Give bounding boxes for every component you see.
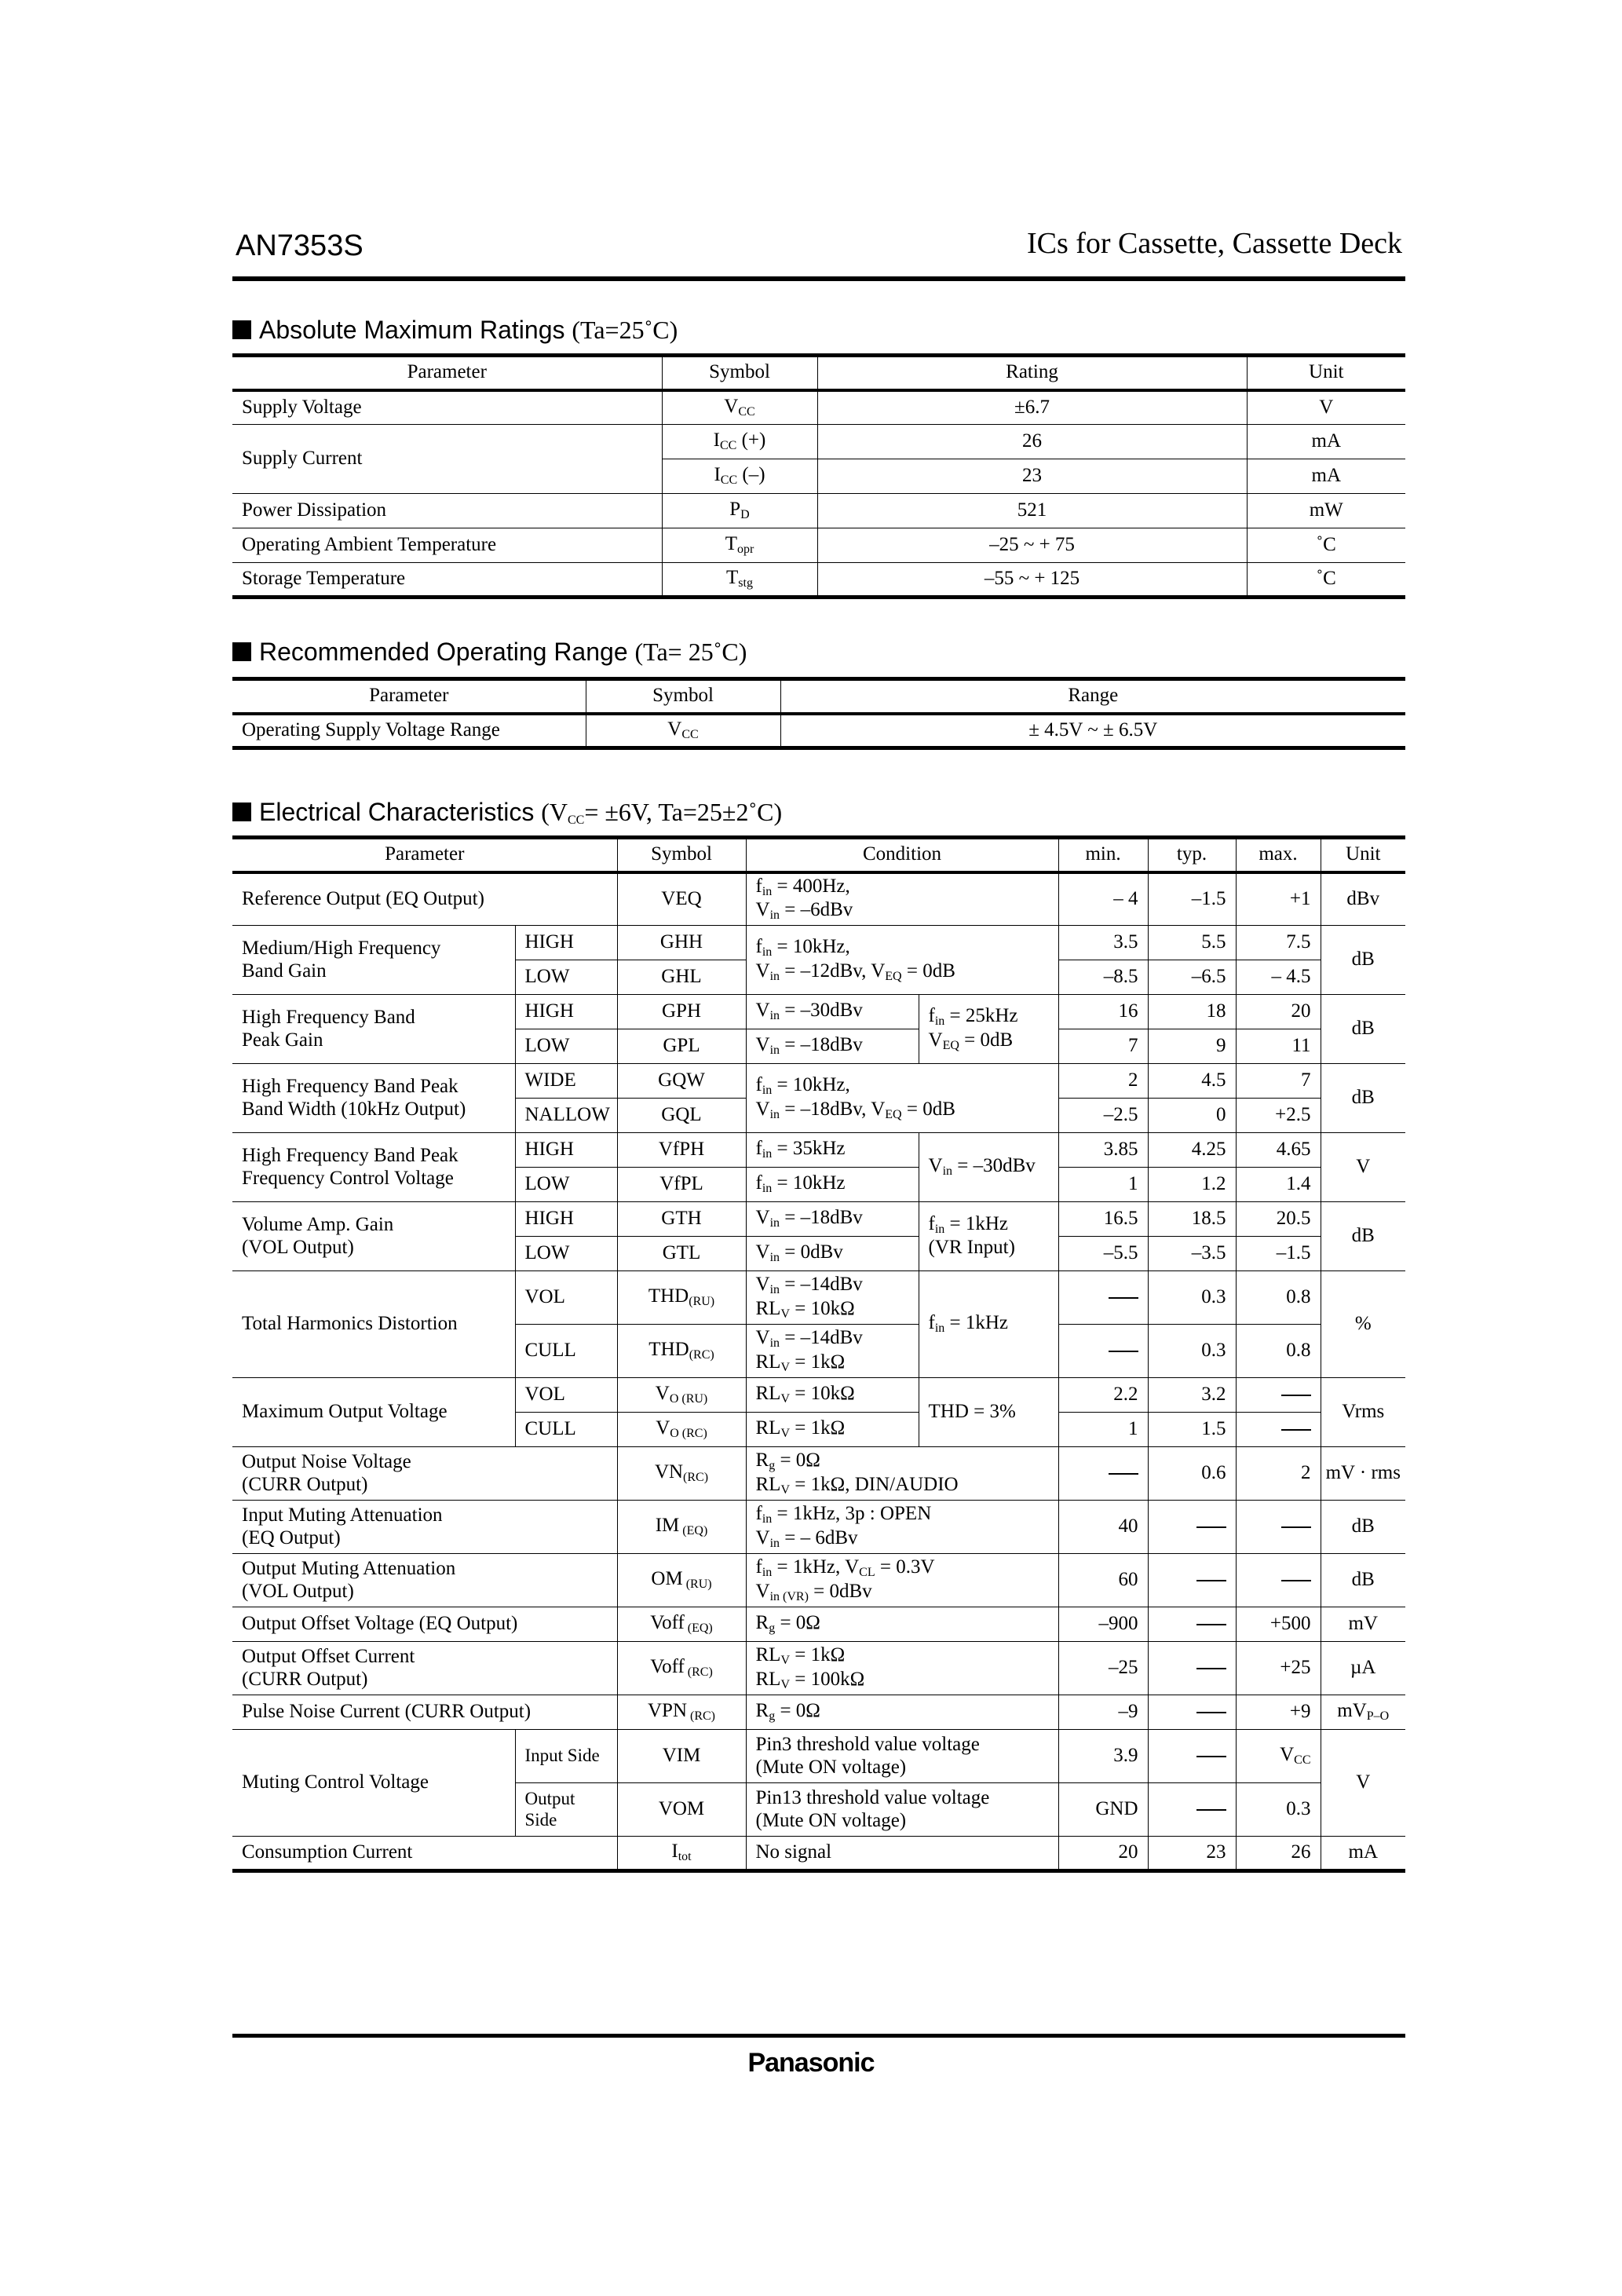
- table-cell: 521: [817, 494, 1247, 528]
- table-row: [232, 995, 1405, 1029]
- table-cell: [1148, 1554, 1236, 1607]
- column-header: Parameter: [232, 356, 662, 390]
- table-cell: 26: [817, 425, 1247, 459]
- table-cell: +9: [1236, 1695, 1321, 1730]
- table-row: [232, 1607, 1405, 1642]
- table-cell: Pin13 threshold value voltage (Mute ON voltage): [746, 1783, 1058, 1837]
- table-row: [232, 1730, 1405, 1783]
- table-cell: $f_{in} = 1kHz$, 3p : OPEN $V_{in}$ = – 6dBv: [746, 1501, 1058, 1554]
- table-row: [232, 390, 1405, 425]
- table-cell: VOM: [617, 1783, 746, 1837]
- table-cell: mW: [1247, 494, 1405, 528]
- table-cell: GHH: [617, 926, 746, 960]
- table-cell: 2: [1236, 1447, 1321, 1501]
- table-cell: VEQ: [617, 872, 746, 926]
- table-cell: [1148, 1501, 1236, 1554]
- table-cell: Output Side: [515, 1783, 617, 1837]
- table-row: [232, 714, 1405, 748]
- table-cell: %: [1321, 1271, 1405, 1378]
- table-cell: Voff $_{(RC)}$: [617, 1642, 746, 1695]
- table-row: [232, 425, 1405, 459]
- table-cell: VOL: [515, 1378, 617, 1413]
- table-cell: Supply Voltage: [232, 390, 662, 425]
- table-cell: 0.8: [1236, 1271, 1321, 1325]
- table-cell: [1148, 1783, 1236, 1837]
- table-cell: 20: [1058, 1837, 1148, 1871]
- table-cell: 20: [1236, 995, 1321, 1029]
- column-header: Rating: [817, 356, 1247, 390]
- column-header: Unit: [1321, 838, 1405, 872]
- column-header: Range: [780, 679, 1405, 714]
- dash-mark: [1281, 1580, 1311, 1581]
- table-cell: dB: [1321, 926, 1405, 995]
- table-cell: Power Dissipation: [232, 494, 662, 528]
- rec-range-table: [232, 677, 1405, 750]
- table-cell: GPH: [617, 995, 746, 1029]
- table-cell: Supply Current: [232, 425, 662, 494]
- dash-mark: [1281, 1429, 1311, 1431]
- table-cell: 0: [1148, 1099, 1236, 1133]
- table-cell: 11: [1236, 1029, 1321, 1064]
- table-cell: OM $_{(RU)}$: [617, 1554, 746, 1607]
- dash-mark: [1196, 1712, 1226, 1713]
- table-cell: LOW: [515, 1237, 617, 1271]
- table-cell: $V_{in} = -18dBv$: [746, 1202, 919, 1237]
- table-cell: +25: [1236, 1642, 1321, 1695]
- table-cell: $R_g = 0\Omega$: [746, 1607, 1058, 1642]
- table-row: [232, 1642, 1405, 1695]
- table-cell: –25 ~ + 75: [817, 528, 1247, 563]
- table-cell: 3.2: [1148, 1378, 1236, 1413]
- table-cell: High Frequency Band Peak Frequency Control Voltage: [232, 1133, 515, 1202]
- table-cell: GND: [1058, 1783, 1148, 1837]
- table-cell: WIDE: [515, 1064, 617, 1099]
- table-row: [232, 872, 1405, 926]
- elec-heading: Electrical Characteristics ($V_{CC}= \pm 6V$, Ta=25±2˚C): [232, 798, 782, 828]
- table-cell: Pin3 threshold value voltage (Mute ON voltage): [746, 1730, 1058, 1783]
- table-row: [232, 926, 1405, 960]
- table-cell: High Frequency Band Peak Band Width (10kHz Output): [232, 1064, 515, 1133]
- table-cell: HIGH: [515, 995, 617, 1029]
- table-row: [232, 1554, 1405, 1607]
- table-cell: Voff $_{(EQ)}$: [617, 1607, 746, 1642]
- table-cell: $f_{in} = 10kHz$, $V_{in} = -12dBv$, $V_{EQ} = 0dB$: [746, 926, 1058, 995]
- table-cell: GTH: [617, 1202, 746, 1237]
- table-cell: dB: [1321, 1064, 1405, 1133]
- dash-mark: [1196, 1809, 1226, 1811]
- table-cell: High Frequency Band Peak Gain: [232, 995, 515, 1064]
- table-cell: $THD_{(RU)}$: [617, 1271, 746, 1325]
- table-cell: dB: [1321, 1501, 1405, 1554]
- rec-range-heading: Recommended Operating Range (Ta= 25˚C): [232, 638, 747, 667]
- table-cell: 0.8: [1236, 1325, 1321, 1378]
- table-cell: V: [1321, 1730, 1405, 1837]
- table-cell: 16: [1058, 995, 1148, 1029]
- table-cell: mA: [1321, 1837, 1405, 1871]
- table-cell: 4.25: [1148, 1133, 1236, 1168]
- table-cell: 9: [1148, 1029, 1236, 1064]
- table-cell: 3.85: [1058, 1133, 1148, 1168]
- table-cell: THD = 3%: [919, 1378, 1058, 1447]
- dash-mark: [1196, 1624, 1226, 1625]
- table-cell: [1148, 1695, 1236, 1730]
- table-cell: $THD_{(RC)}$: [617, 1325, 746, 1378]
- table-cell: +1: [1236, 872, 1321, 926]
- table-cell: Reference Output (EQ Output): [232, 872, 617, 926]
- column-header: typ.: [1148, 838, 1236, 872]
- table-cell: 5.5: [1148, 926, 1236, 960]
- table-cell: ˚C: [1247, 528, 1405, 563]
- table-cell: $R_g = 0\Omega$ $RL_V = 1k\Omega$, DIN/AUDIO: [746, 1447, 1058, 1501]
- table-cell: dB: [1321, 1202, 1405, 1271]
- page-header: [232, 226, 1405, 281]
- table-cell: Input Muting Attenuation (EQ Output): [232, 1501, 617, 1554]
- table-cell: $f_{in} = 35kHz$: [746, 1133, 919, 1168]
- table-row: [232, 563, 1405, 598]
- table-cell: [1148, 1642, 1236, 1695]
- abs-max-heading: Absolute Maximum Ratings (Ta=25˚C): [232, 316, 678, 345]
- table-row: [232, 1202, 1405, 1237]
- table-cell: $V_{CC}$: [662, 390, 817, 425]
- table-cell: 20.5: [1236, 1202, 1321, 1237]
- table-cell: 60: [1058, 1554, 1148, 1607]
- table-cell: Volume Amp. Gain (VOL Output): [232, 1202, 515, 1271]
- table-cell: NALLOW: [515, 1099, 617, 1133]
- table-cell: Output Offset Current (CURR Output): [232, 1642, 617, 1695]
- dash-mark: [1196, 1756, 1226, 1757]
- table-cell: VPN $_{(RC)}$: [617, 1695, 746, 1730]
- table-cell: Output Offset Voltage (EQ Output): [232, 1607, 617, 1642]
- table-cell: mV: [1321, 1607, 1405, 1642]
- table-row: [232, 1447, 1405, 1501]
- table-cell: ˚C: [1247, 563, 1405, 598]
- dash-mark: [1196, 1526, 1226, 1528]
- table-cell: $f_{in} = 25kHz$ $V_{EQ} = 0dB$: [919, 995, 1058, 1064]
- table-cell: 40: [1058, 1501, 1148, 1554]
- table-cell: [1148, 1730, 1236, 1783]
- table-row: [232, 1378, 1405, 1413]
- table-cell: 2.2: [1058, 1378, 1148, 1413]
- table-row: [232, 1501, 1405, 1554]
- table-cell: 3.9: [1058, 1730, 1148, 1783]
- table-cell: $f_{in} = 1kHz$: [919, 1271, 1058, 1378]
- table-cell: ± 4.5V ~ ± 6.5V: [780, 714, 1405, 748]
- table-cell: 4.5: [1148, 1064, 1236, 1099]
- table-cell: Output Muting Attenuation (VOL Output): [232, 1554, 617, 1607]
- table-cell: 7: [1058, 1029, 1148, 1064]
- table-cell: Input Side: [515, 1730, 617, 1783]
- table-cell: GQW: [617, 1064, 746, 1099]
- table-row: [232, 1064, 1405, 1099]
- table-cell: µA: [1321, 1642, 1405, 1695]
- table-cell: Maximum Output Voltage: [232, 1378, 515, 1447]
- table-cell: dB: [1321, 1554, 1405, 1607]
- table-cell: –55 ~ + 125: [817, 563, 1247, 598]
- table-cell: Vrms: [1321, 1378, 1405, 1447]
- table-cell: [1058, 1271, 1148, 1325]
- table-cell: dB: [1321, 995, 1405, 1064]
- table-cell: $P_D$: [662, 494, 817, 528]
- table-cell: Pulse Noise Current (CURR Output): [232, 1695, 617, 1730]
- table-cell: $f_{in} = 400Hz$, $V_{in} = -6dBv$: [746, 872, 1058, 926]
- table-cell: 18.5: [1148, 1202, 1236, 1237]
- table-cell: Operating Ambient Temperature: [232, 528, 662, 563]
- table-cell: 18: [1148, 995, 1236, 1029]
- table-cell: 16.5: [1058, 1202, 1148, 1237]
- table-cell: LOW: [515, 960, 617, 995]
- table-cell: 7.5: [1236, 926, 1321, 960]
- table-cell: $VN_{(RC)}$: [617, 1447, 746, 1501]
- table-cell: $V_{O (RC)}$: [617, 1413, 746, 1447]
- square-bullet-icon: [232, 803, 251, 821]
- table-cell: $f_{in} = 1kHz$ (VR Input): [919, 1202, 1058, 1271]
- table-cell: 1.5: [1148, 1413, 1236, 1447]
- table-cell: [1236, 1378, 1321, 1413]
- table-cell: Total Harmonics Distortion: [232, 1271, 515, 1378]
- table-cell: VOL: [515, 1271, 617, 1325]
- table-cell: IM $_{(EQ)}$: [617, 1501, 746, 1554]
- table-cell: mV · rms: [1321, 1447, 1405, 1501]
- table-cell: –1.5: [1148, 872, 1236, 926]
- brand-logo: Panasonic: [747, 2048, 875, 2078]
- dash-mark: [1281, 1526, 1311, 1528]
- table-cell: ±6.7: [817, 390, 1247, 425]
- table-cell: LOW: [515, 1168, 617, 1202]
- table-cell: [1236, 1554, 1321, 1607]
- dash-mark: [1196, 1668, 1226, 1669]
- column-header: Parameter: [232, 679, 586, 714]
- dash-mark: [1109, 1473, 1138, 1475]
- table-cell: $T_{stg}$: [662, 563, 817, 598]
- column-header: max.: [1236, 838, 1321, 872]
- table-cell: –1.5: [1236, 1237, 1321, 1271]
- table-cell: –9: [1058, 1695, 1148, 1730]
- table-row: [232, 1133, 1405, 1168]
- table-cell: $V_{in} = 0dBv$: [746, 1237, 919, 1271]
- table-cell: [1148, 1607, 1236, 1642]
- table-cell: $mV_{P-O}$: [1321, 1695, 1405, 1730]
- table-cell: +2.5: [1236, 1099, 1321, 1133]
- table-row: [232, 494, 1405, 528]
- table-cell: mA: [1247, 459, 1405, 494]
- abs-max-table: [232, 353, 1405, 599]
- table-cell: $f_{in} = 10kHz$, $V_{in} = -18dBv$, $V_{EQ} = 0dB$: [746, 1064, 1058, 1133]
- table-cell: $I_{CC}$ (+): [662, 425, 817, 459]
- table-cell: mA: [1247, 425, 1405, 459]
- table-cell: $V_{in} = -30dBv$: [746, 995, 919, 1029]
- table-cell: GPL: [617, 1029, 746, 1064]
- table-cell: [1058, 1325, 1148, 1378]
- table-cell: 1: [1058, 1413, 1148, 1447]
- table-cell: Medium/High Frequency Band Gain: [232, 926, 515, 995]
- table-cell: $V_{O (RU)}$: [617, 1378, 746, 1413]
- table-cell: –25: [1058, 1642, 1148, 1695]
- table-cell: $V_{in} = -14dBv$ $RL_V = 10k\Omega$: [746, 1271, 919, 1325]
- table-row: [232, 1271, 1405, 1325]
- table-cell: VfPH: [617, 1133, 746, 1168]
- table-cell: $V_{in} = -14dBv$ $RL_V = 1k\Omega$: [746, 1325, 919, 1378]
- square-bullet-icon: [232, 320, 251, 339]
- table-cell: +500: [1236, 1607, 1321, 1642]
- table-cell: 0.6: [1148, 1447, 1236, 1501]
- table-cell: HIGH: [515, 926, 617, 960]
- table-cell: LOW: [515, 1029, 617, 1064]
- table-cell: 0.3: [1148, 1325, 1236, 1378]
- table-cell: 23: [1148, 1837, 1236, 1871]
- table-row: [232, 1695, 1405, 1730]
- table-cell: 4.65: [1236, 1133, 1321, 1168]
- table-cell: 1.4: [1236, 1168, 1321, 1202]
- square-bullet-icon: [232, 642, 251, 661]
- table-cell: HIGH: [515, 1133, 617, 1168]
- table-row: [232, 528, 1405, 563]
- table-cell: Output Noise Voltage (CURR Output): [232, 1447, 617, 1501]
- dash-mark: [1109, 1351, 1138, 1352]
- dash-mark: [1196, 1580, 1226, 1581]
- table-cell: $f_{in} = 1kHz$, $V_{CL} = 0.3V$ $V_{in (VR)} = 0dBv$: [746, 1554, 1058, 1607]
- table-cell: V: [1321, 1133, 1405, 1202]
- table-cell: –6.5: [1148, 960, 1236, 995]
- table-cell: 3.5: [1058, 926, 1148, 960]
- table-cell: $I_{tot}$: [617, 1837, 746, 1871]
- table-cell: $V_{in} = -18dBv$: [746, 1029, 919, 1064]
- table-cell: HIGH: [515, 1202, 617, 1237]
- table-cell: 1: [1058, 1168, 1148, 1202]
- table-cell: $T_{opr}$: [662, 528, 817, 563]
- table-cell: V: [1247, 390, 1405, 425]
- column-header: Parameter: [232, 838, 617, 872]
- product-category: ICs for Cassette, Cassette Deck: [1026, 227, 1402, 260]
- table-cell: $V_{in} = -30dBv$: [919, 1133, 1058, 1202]
- table-cell: $V_{CC}$: [586, 714, 780, 748]
- dash-mark: [1109, 1297, 1138, 1299]
- table-cell: 1.2: [1148, 1168, 1236, 1202]
- table-cell: 26: [1236, 1837, 1321, 1871]
- table-cell: 2: [1058, 1064, 1148, 1099]
- table-cell: [1236, 1501, 1321, 1554]
- table-cell: GHL: [617, 960, 746, 995]
- table-cell: 0.3: [1236, 1783, 1321, 1837]
- table-cell: 0.3: [1148, 1271, 1236, 1325]
- table-cell: VfPL: [617, 1168, 746, 1202]
- table-cell: Muting Control Voltage: [232, 1730, 515, 1837]
- table-cell: – 4: [1058, 872, 1148, 926]
- table-cell: $I_{CC}$ (–): [662, 459, 817, 494]
- table-cell: 23: [817, 459, 1247, 494]
- column-header: Symbol: [617, 838, 746, 872]
- table-cell: dBv: [1321, 872, 1405, 926]
- table-cell: –2.5: [1058, 1099, 1148, 1133]
- table-cell: –8.5: [1058, 960, 1148, 995]
- table-cell: VIM: [617, 1730, 746, 1783]
- table-cell: CULL: [515, 1413, 617, 1447]
- table-cell: No signal: [746, 1837, 1058, 1871]
- table-cell: –3.5: [1148, 1237, 1236, 1271]
- table-cell: $R_g = 0\Omega$: [746, 1695, 1058, 1730]
- table-cell: [1058, 1447, 1148, 1501]
- elec-table: [232, 835, 1405, 1873]
- table-cell: 7: [1236, 1064, 1321, 1099]
- column-header: min.: [1058, 838, 1148, 872]
- column-header: Symbol: [586, 679, 780, 714]
- table-cell: $RL_V = 1k\Omega$ $RL_V = 100k\Omega$: [746, 1642, 1058, 1695]
- table-cell: CULL: [515, 1325, 617, 1378]
- table-cell: Consumption Current: [232, 1837, 617, 1871]
- table-cell: [1236, 1413, 1321, 1447]
- table-cell: –900: [1058, 1607, 1148, 1642]
- column-header: Condition: [746, 838, 1058, 872]
- table-cell: – 4.5: [1236, 960, 1321, 995]
- column-header: Symbol: [662, 356, 817, 390]
- table-cell: $RL_V = 1k\Omega$: [746, 1413, 919, 1447]
- column-header: Unit: [1247, 356, 1405, 390]
- table-cell: $f_{in} = 10kHz$: [746, 1168, 919, 1202]
- part-number: AN7353S: [236, 229, 363, 262]
- dash-mark: [1281, 1395, 1311, 1396]
- table-cell: Operating Supply Voltage Range: [232, 714, 586, 748]
- table-cell: Storage Temperature: [232, 563, 662, 598]
- table-cell: –5.5: [1058, 1237, 1148, 1271]
- table-row: [232, 1837, 1405, 1871]
- table-cell: $V_{CC}$: [1236, 1730, 1321, 1783]
- table-cell: $RL_V = 10k\Omega$: [746, 1378, 919, 1413]
- table-cell: GTL: [617, 1237, 746, 1271]
- footer-rule: [232, 2034, 1405, 2038]
- table-cell: GQL: [617, 1099, 746, 1133]
